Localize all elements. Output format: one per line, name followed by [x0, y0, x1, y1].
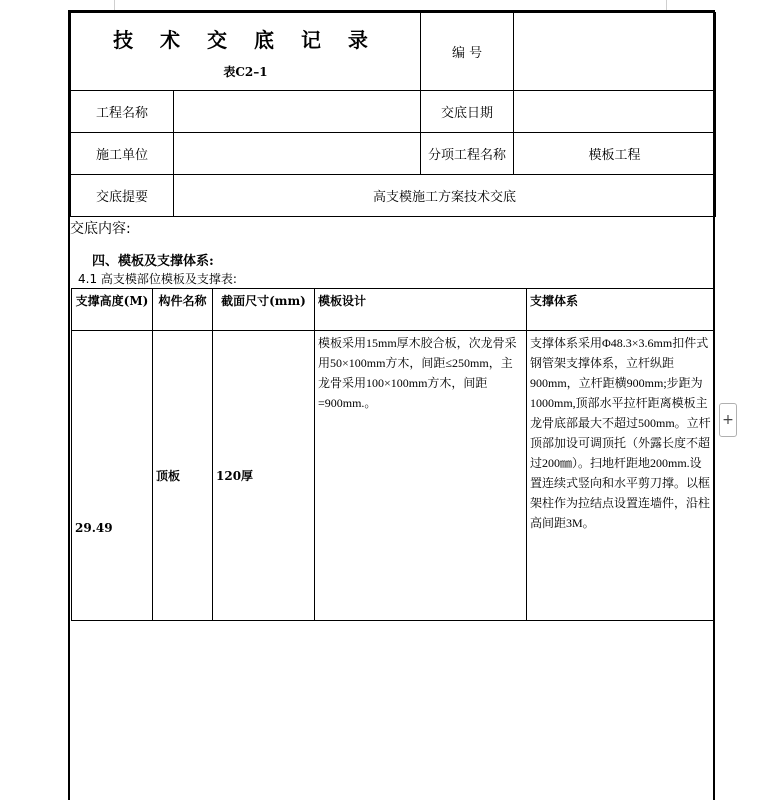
- document-title: 技 术 交 底 记 录: [113, 27, 378, 52]
- subitem-value[interactable]: 模板工程: [514, 133, 716, 175]
- date-label: 交底日期: [421, 91, 514, 133]
- header-table: [70, 12, 716, 217]
- col-header-formwork: 模板设计: [315, 289, 527, 331]
- support-table: [71, 288, 715, 621]
- cell-formwork: 模板采用15mm厚木胶合板，次龙骨采用50×100mm方木，间距≤250mm，主龙骨采用100×100mm方木，间距=900mm.。: [315, 331, 527, 621]
- number-label: 编 号: [421, 13, 514, 91]
- subsection-heading: 4.1 高支模部位模板及支撑表:: [78, 272, 237, 286]
- col-header-height: 支撑高度(M): [72, 289, 153, 331]
- content-heading: 交底内容:: [70, 221, 131, 237]
- title-cell: [71, 13, 421, 91]
- margin-guide-left: [114, 0, 115, 10]
- unit-value[interactable]: [174, 133, 421, 175]
- add-icon[interactable]: +: [719, 403, 737, 437]
- margin-guide-right: [666, 0, 667, 10]
- cell-support: 支撑体系采用Φ48.3×3.6mm扣件式钢管架支撑体系，立杆纵距900mm，立杆距横900mm;步距为1000mm,顶部水平拉杆距离模板主龙骨底部最大不超过500mm。立杆顶部加设可调顶托（外露长度不超过200㎜）。扫地杆距地200mm.设置连续式竖向和水平剪刀撑。以框架柱作为拉结点设置连墙件，沿柱高间距3M。: [527, 331, 715, 621]
- cell-height: 29.49: [72, 331, 153, 621]
- section-heading: 四、模板及支撑体系:: [92, 254, 214, 269]
- subitem-label: 分项工程名称: [421, 133, 514, 175]
- summary-value[interactable]: 高支模施工方案技术交底: [174, 175, 716, 217]
- summary-label: 交底提要: [71, 175, 174, 217]
- col-header-component: 构件名称: [153, 289, 213, 331]
- table-row: [72, 331, 715, 621]
- cell-section-size: 120厚: [213, 331, 315, 621]
- number-value[interactable]: [514, 13, 716, 91]
- date-value[interactable]: [514, 91, 716, 133]
- col-header-support: 支撑体系: [527, 289, 715, 331]
- unit-label: 施工单位: [71, 133, 174, 175]
- document-page: [68, 10, 715, 800]
- cell-component: 顶板: [153, 331, 213, 621]
- project-name-value[interactable]: [174, 91, 421, 133]
- col-header-section: 截面尺寸(mm): [213, 289, 315, 331]
- form-number: 表C2–1: [223, 64, 268, 79]
- project-name-label: 工程名称: [71, 91, 174, 133]
